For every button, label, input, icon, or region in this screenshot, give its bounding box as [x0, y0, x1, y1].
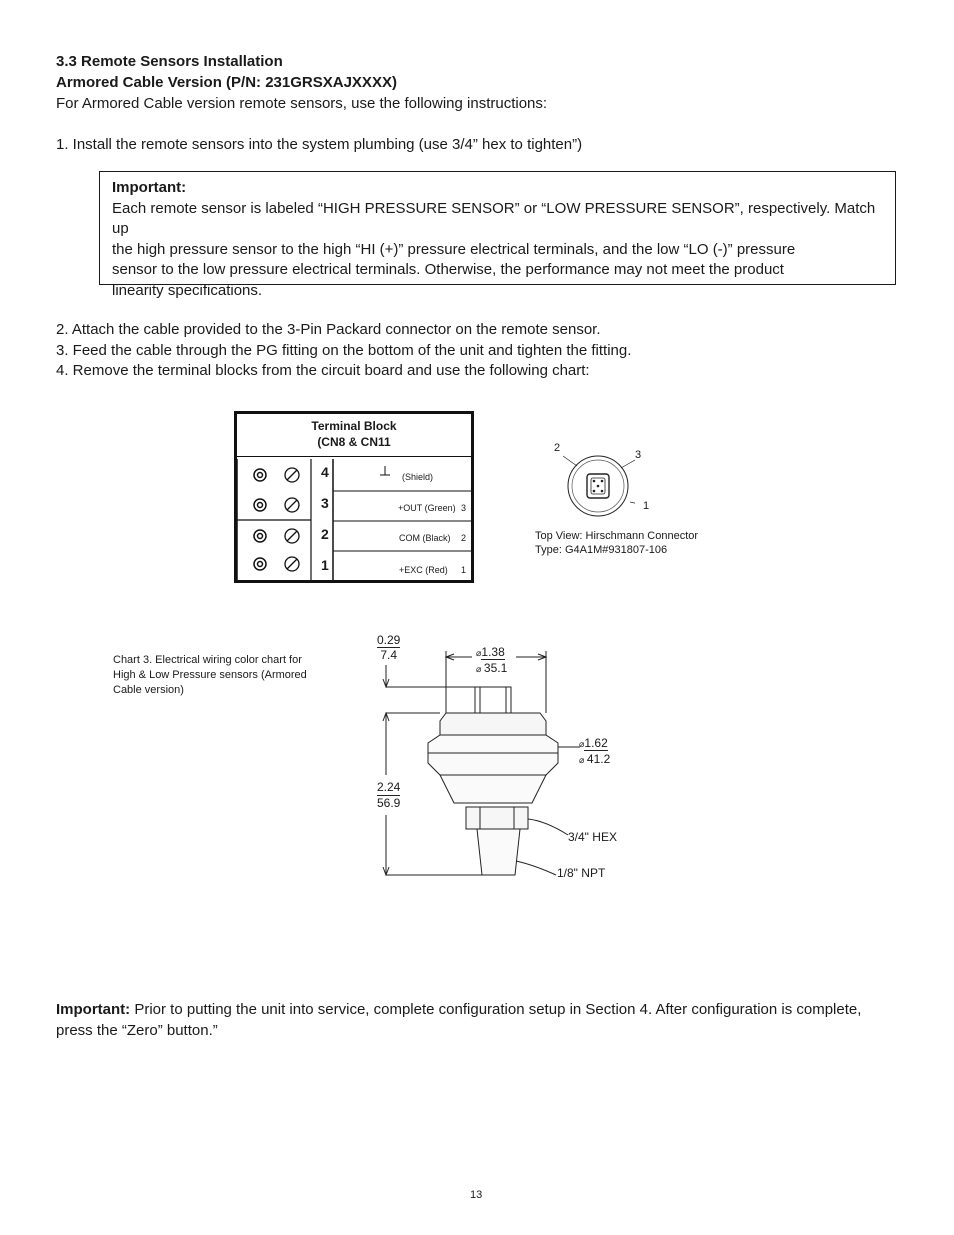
- step-3: 3. Feed the cable through the PG fitting on the bottom of the unit and tighten the fitting.: [56, 342, 632, 359]
- terminal-pin: 2: [461, 533, 467, 543]
- dim-dia-top: [476, 645, 507, 677]
- terminal-num: 1: [321, 557, 329, 573]
- terminal-label: (Shield): [402, 472, 434, 482]
- connector-pin-label: 1: [643, 500, 650, 512]
- dim-top-in: 0.29: [377, 633, 401, 647]
- important-line: Each remote sensor is labeled “HIGH PRESSURE SENSOR” or “LOW PRESSURE SENSOR”, respectively. Match up: [112, 199, 876, 237]
- important-body: [112, 199, 885, 302]
- terminal-num: 4: [321, 464, 329, 480]
- dim-dia-body-mm: 41.2: [586, 752, 611, 766]
- dim-height-in: 2.24: [377, 780, 401, 794]
- final-note-label: Important:: [56, 1001, 131, 1018]
- dim-height-mm: 56.9: [377, 796, 401, 810]
- final-note-text: Prior to putting the unit into service, complete configuration setup in Section 4. After configuration is complete, press the “Zero” button.”: [56, 1001, 862, 1039]
- connector-type: Type: G4A1M#931807-106: [535, 544, 668, 556]
- chart-caption: [113, 653, 307, 698]
- connector-caption: Top View: Hirschmann Connector: [535, 530, 699, 542]
- dim-dia-body-mm-row: ⌀ 41.2: [579, 752, 611, 766]
- dim-height: [377, 780, 400, 811]
- step-4: 4. Remove the terminal blocks from the circuit board and use the following chart:: [56, 362, 590, 379]
- chart-caption-line: Cable version): [113, 684, 184, 696]
- connector-pin-label: 3: [635, 449, 642, 461]
- terminal-num: 2: [321, 526, 329, 542]
- step-2: 2. Attach the cable provided to the 3-Pin Packard connector on the remote sensor.: [56, 321, 601, 338]
- important-callout: [99, 171, 896, 299]
- terminal-block-subtitle: (CN8 & CN11: [317, 435, 391, 449]
- chart-caption-line: High & Low Pressure sensors (Armored: [113, 669, 307, 681]
- terminal-label: +OUT (Green): [398, 503, 456, 513]
- dim-dia-top-mm-row: ⌀ 35.1: [476, 661, 508, 675]
- terminal-block-title: Terminal Block: [311, 419, 397, 433]
- dim-dia-body-in: 1.62: [584, 736, 608, 750]
- npt-label: 1/8" NPT: [557, 866, 606, 880]
- terminal-block-diagram: [234, 411, 474, 583]
- hex-label: 3/4" HEX: [568, 830, 617, 844]
- connector-top-view: [555, 450, 635, 520]
- dim-dia-body: [579, 736, 610, 768]
- step-1: 1. Install the remote sensors into the system plumbing (use 3/4” hex to tighten”): [56, 136, 583, 153]
- dim-top: [377, 633, 400, 662]
- terminal-pin: 3: [461, 503, 467, 513]
- terminal-label: COM (Black): [399, 533, 451, 543]
- dim-top-mm: 7.4: [380, 648, 398, 662]
- connector-pin-label: 2: [554, 442, 561, 454]
- dim-dia-top-mm: 35.1: [483, 661, 508, 675]
- page-number: 13: [470, 1189, 483, 1201]
- important-title: Important:: [112, 179, 187, 196]
- terminal-num: 3: [321, 495, 329, 511]
- intro-text: For Armored Cable version remote sensors, use the following instructions:: [56, 95, 548, 112]
- subsection-heading: Armored Cable Version (P/N: 231GRSXAJXXXX): [56, 74, 397, 91]
- important-line: the high pressure sensor to the high “HI (+)” pressure electrical terminals, and the low “LO (-)” pressure: [112, 240, 796, 258]
- important-line: sensor to the low pressure electrical terminals. Otherwise, the performance may not meet the product: [112, 261, 784, 278]
- section-heading: 3.3 Remote Sensors Installation: [56, 53, 283, 70]
- important-line: linearity specifications.: [112, 281, 263, 299]
- terminal-block-drawing: [237, 414, 471, 580]
- terminal-label: +EXC (Red): [399, 565, 448, 575]
- final-important-note: [56, 999, 886, 1041]
- dim-dia-top-in: 1.38: [481, 645, 505, 659]
- dim-dia-body-in-row: ⌀1.62: [579, 736, 608, 750]
- terminal-pin: 1: [461, 565, 467, 575]
- chart-caption-line: Chart 3. Electrical wiring color chart for: [113, 654, 302, 666]
- dim-dia-top-in-row: ⌀1.38: [476, 645, 505, 659]
- ground-icon: [380, 466, 390, 475]
